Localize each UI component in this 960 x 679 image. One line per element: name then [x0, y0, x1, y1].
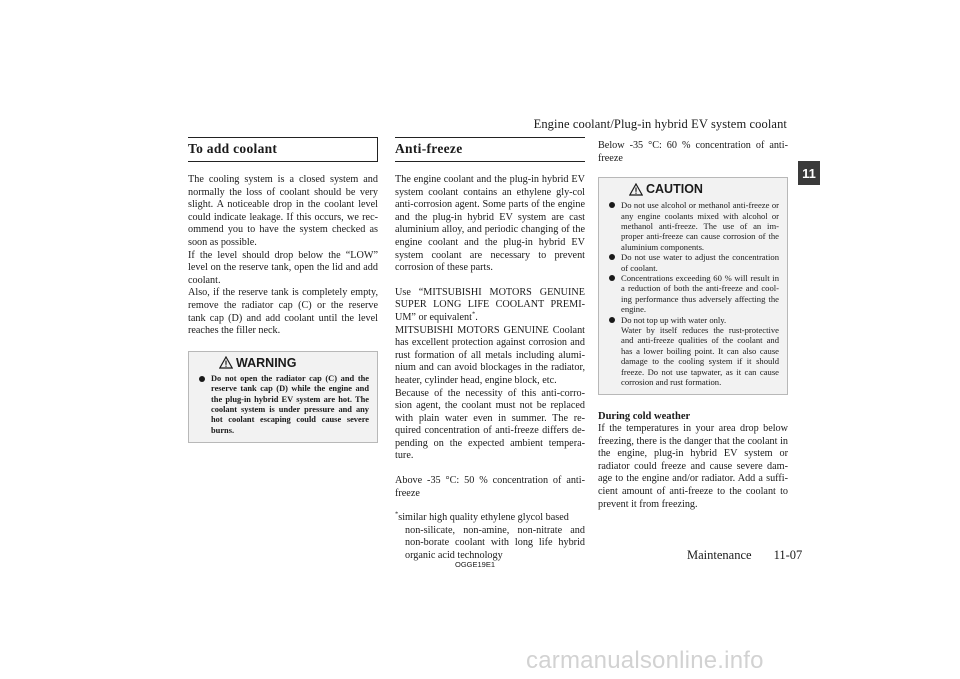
- subheading-cold-weather: During cold weather: [598, 410, 691, 422]
- warning-heading: [219, 356, 369, 370]
- paragraph: If the temperatures in your area drop below freezing, there is the danger that the coolant in the engine, plug-in hybrid EV system or radiator could freeze and cause severe dam-age to the engine and/or radiator. Add a suffi-cient amount of anti-freeze to the coolant to prevent it from freezing.: [598, 423, 788, 510]
- paragraph: If the level should drop below the “LOW” level on the reserve tank, open the lid and add coolant.: [188, 249, 378, 286]
- footnote-marker: *: [471, 310, 476, 318]
- caution-continuation: Water by itself reduces the rust-protective and anti-freeze qualities of the coolant and has a lower boiling point. It can also cause damage to the cooling system if it should freeze. Do not use tapwater, as it can cause corrosion and rust formation.: [621, 325, 779, 388]
- caution-heading: [629, 182, 779, 196]
- paragraph: Because of the necessity of this anti-corro-sion agent, the coolant must not be replaced with plain water even in summer. The re-quired concentration of anti-freeze differs de-pending on the expected ambient tempera-ture.: [395, 387, 585, 462]
- document-code: OGGE19E1: [455, 560, 496, 569]
- column-right: [598, 140, 788, 511]
- paragraph-concentration-below: Below -35 °C: 60 % concentration of anti-freeze: [598, 140, 788, 164]
- chapter-tab: 11: [798, 161, 820, 185]
- bullet-icon: [609, 254, 615, 260]
- caution-item-text: Concentrations exceeding 60 % will result in a reduction of both the anti-freeze and cool-ing performance thus adversely affecting the engine.: [621, 273, 779, 315]
- footnote-line-1: similar high quality ethylene glycol based: [398, 512, 569, 524]
- warning-label: WARNING: [236, 355, 297, 370]
- footer-section: Maintenance: [687, 548, 752, 562]
- footnote-rest: non-silicate, non-amine, non-nitrate and non-borate coolant with long life hybrid organic acid technology: [405, 524, 585, 562]
- paragraph: Also, if the reserve tank is completely empty, remove the radiator cap (C) or the reserve tank cap (D) and add coolant until the level reaches the filler neck.: [188, 287, 378, 337]
- recommendation-end: .: [475, 311, 478, 323]
- page-footer: [687, 548, 802, 563]
- paragraph: The cooling system is a closed system and normally the loss of coolant should be very slight. A noticeable drop in the coolant level could indicate leakage. If this occurs, we rec-ommend you to have the system checked as soon as possible.: [188, 174, 378, 248]
- paragraph: The engine coolant and the plug-in hybrid EV system coolant contains an ethylene gly-col anti-corrosion agent. Some parts of the engine and the plug-in hybrid EV system are cast aluminium alloy, and periodic changing of the engine coolant and the plug-in hybrid EV system coolant are necessary to prevent corrosion of these parts.: [395, 174, 585, 274]
- warning-item: [199, 374, 369, 436]
- caution-item: [609, 315, 779, 325]
- running-header: Engine coolant/Plug-in hybrid EV system coolant: [533, 117, 787, 131]
- caution-item: [609, 273, 779, 315]
- warning-triangle-icon: [219, 356, 233, 369]
- page-number: 11-07: [773, 548, 803, 562]
- footnote-marker: *: [395, 510, 399, 518]
- caution-item: [609, 200, 779, 252]
- paragraph-coolant-recommendation: [395, 287, 585, 325]
- column-anti-freeze: [395, 137, 585, 563]
- caution-item-text: Do not top up with water only.: [621, 314, 727, 325]
- bullet-icon: [199, 376, 205, 382]
- caution-item-text: Do not use water to adjust the concentration of coolant.: [621, 252, 779, 273]
- caution-label: CAUTION: [646, 182, 703, 197]
- bullet-icon: [609, 317, 615, 323]
- caution-triangle-icon: [629, 183, 643, 196]
- section-title-anti-freeze: Anti-freeze: [395, 137, 585, 162]
- bullet-icon: [609, 275, 615, 281]
- column-to-add-coolant: [188, 137, 378, 443]
- warning-item-text: Do not open the radiator cap (C) and the reserve tank cap (D) while the engine and the plug-in hybrid EV system are hot. The coolant system is under pressure and any hot coolant escaping could cause severe burns.: [211, 373, 369, 435]
- recommendation-text: Use “MITSUBISHI MOTORS GENUINE SUPER LONG LIFE COOLANT PREMI-UM” or equivalent: [395, 286, 585, 323]
- footnote: [395, 512, 585, 562]
- bullet-icon: [609, 202, 615, 208]
- watermark: carmanualsonline.info: [526, 647, 764, 674]
- paragraph: MITSUBISHI MOTORS GENUINE Coolant has excellent protection against corrosion and rust formation of all metals including alumi-nium and can avoid blockages in the radiator, heater, cylinder head, engine block, etc.: [395, 324, 585, 386]
- section-title-to-add-coolant: To add coolant: [188, 137, 378, 162]
- caution-item-text: Do not use alcohol or methanol anti-freeze or any engine coolants mixed with alcohol or methanol anti-freeze. The use of an im-proper anti-freeze can cause corrosion of the aluminium components.: [621, 200, 779, 252]
- caution-box: [598, 177, 788, 394]
- footnote-first-line: [395, 512, 585, 525]
- caution-item: [609, 252, 779, 273]
- paragraph-concentration-above: Above -35 °C: 50 % concentration of anti-freeze: [395, 475, 585, 499]
- warning-box: [188, 351, 378, 443]
